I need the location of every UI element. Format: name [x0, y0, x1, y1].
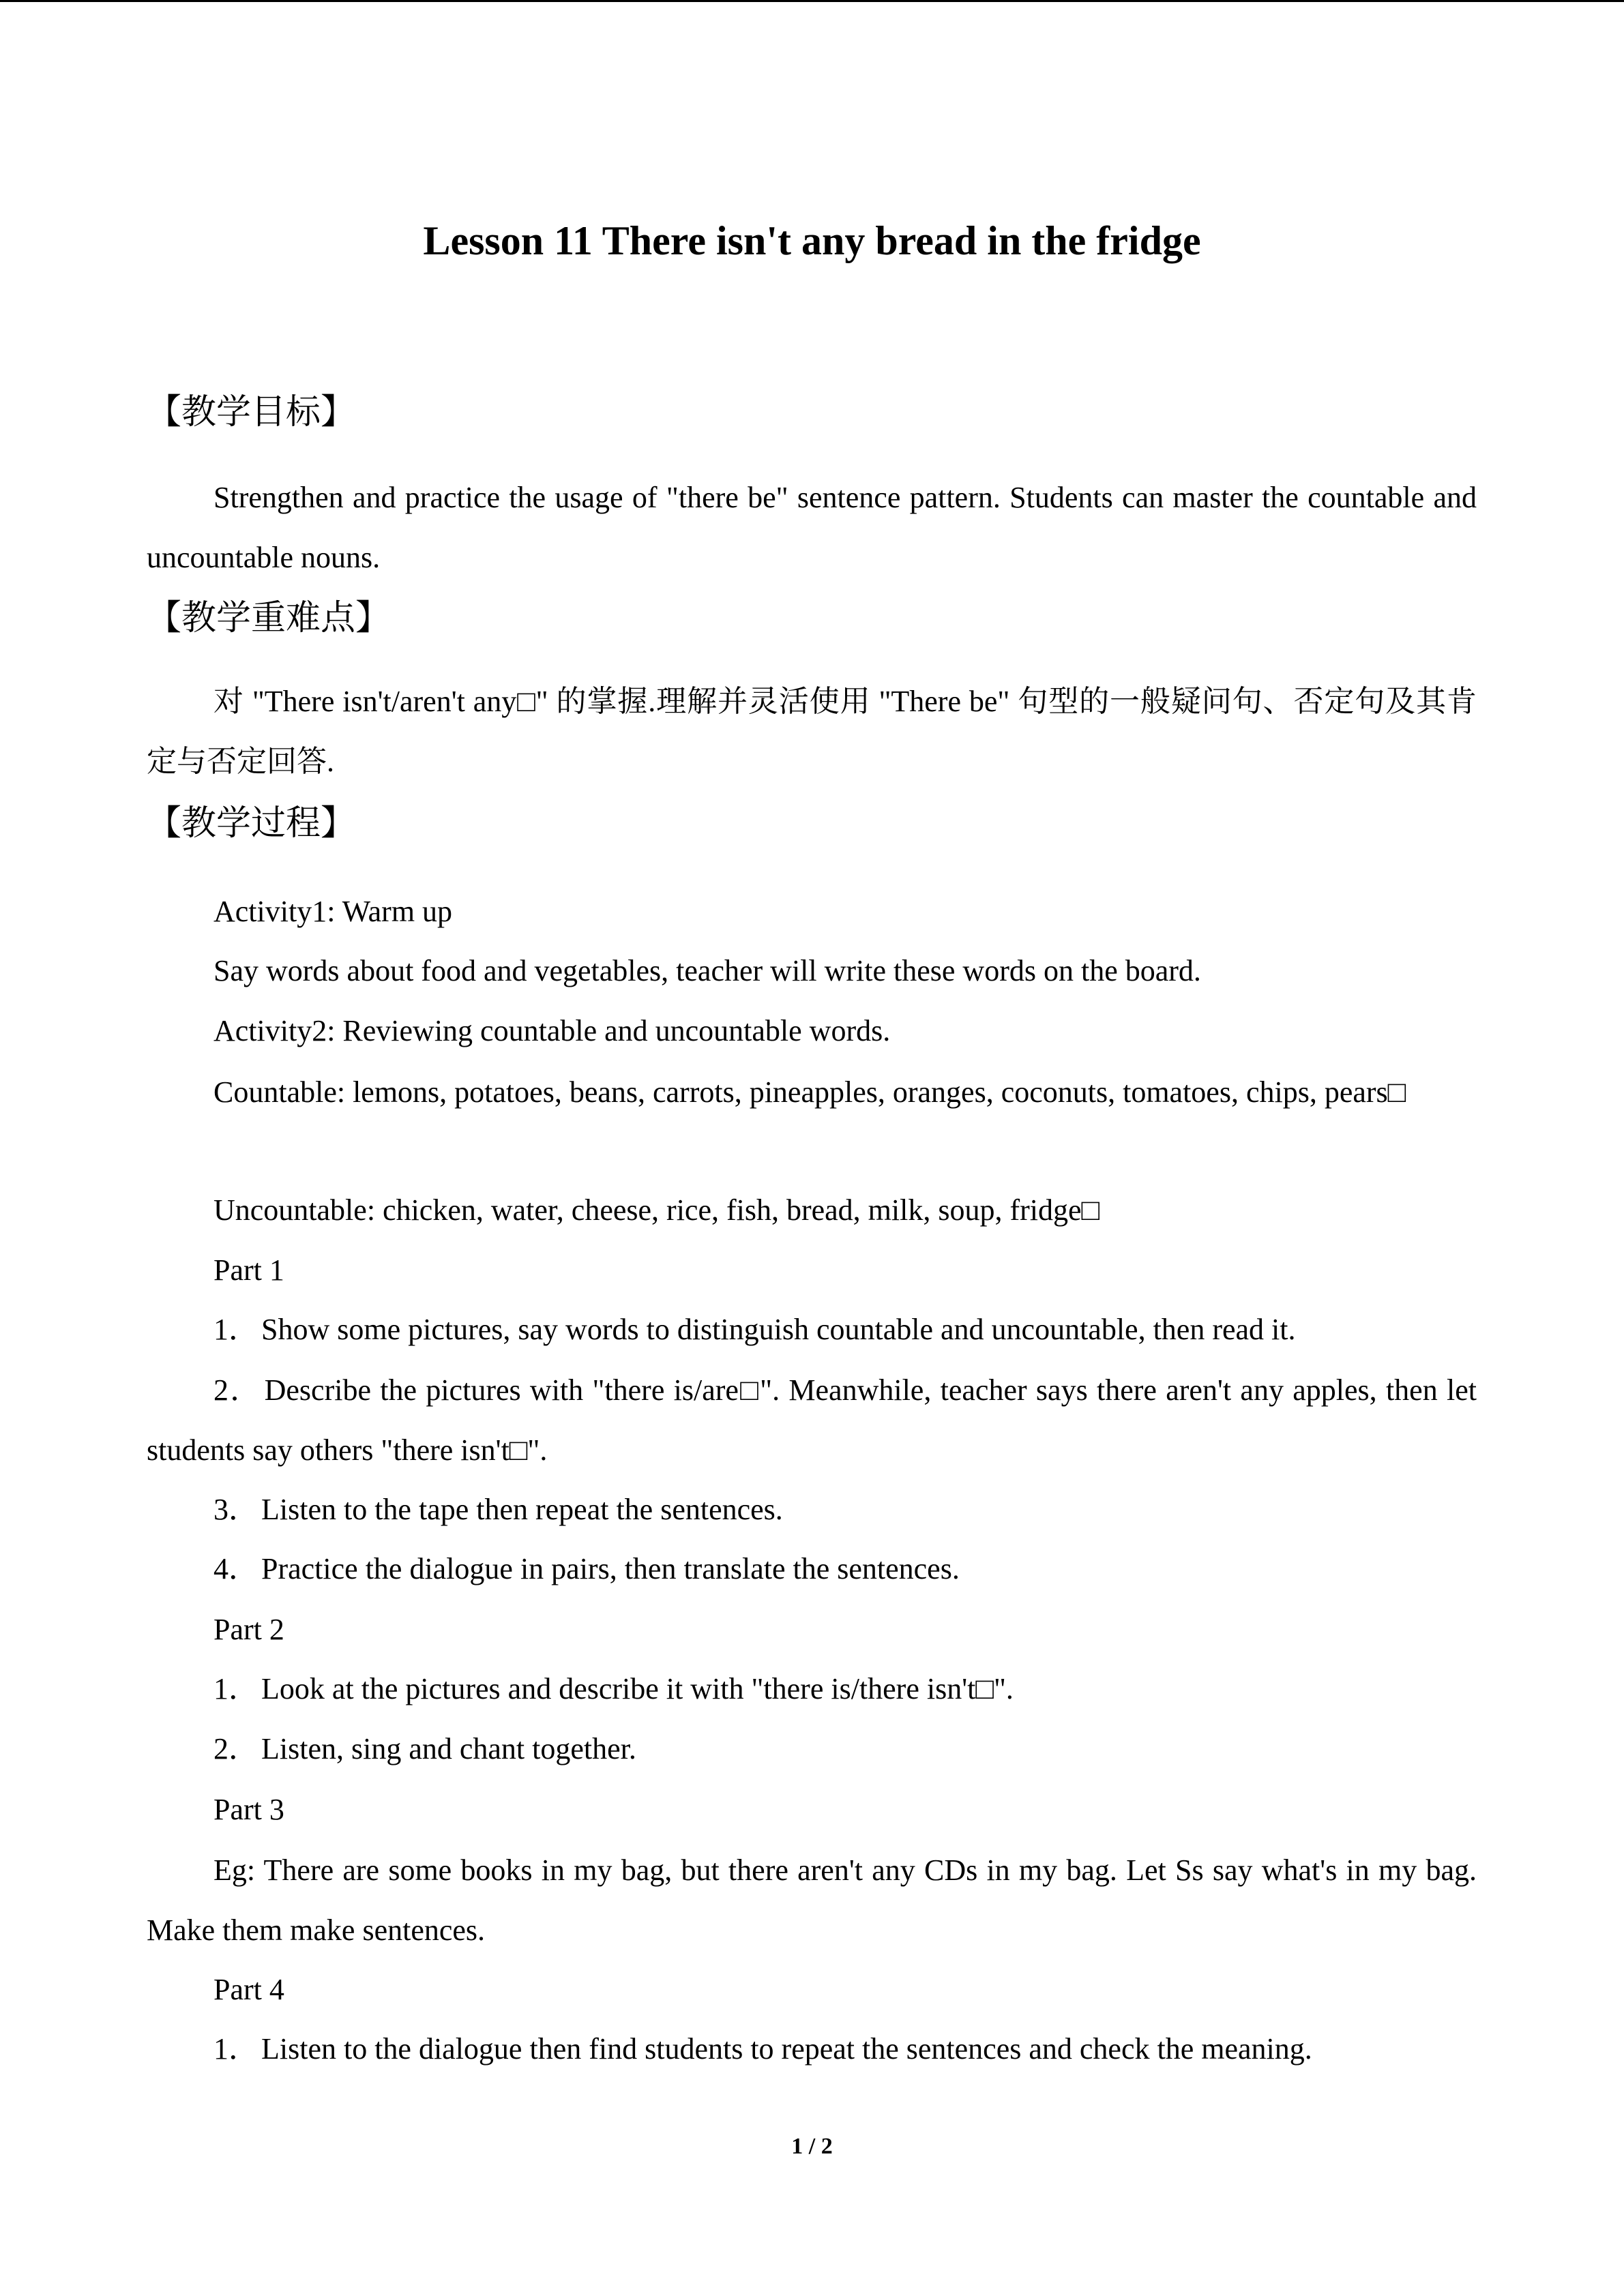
part1-label: Part 1 — [213, 1253, 284, 1287]
item-number: 2． — [213, 1373, 262, 1407]
heading-key-points: 【教学重难点】 — [147, 598, 391, 638]
document-title: Lesson 11 There isn't any bread in the fridge — [423, 218, 1201, 263]
part3-example: Eg: There are some books in my bag, but there aren't any CDs in my bag. Let Ss say what's in my bag. Make them make sentences. — [147, 1853, 1477, 1947]
item-text: Listen to the tape then repeat the sentences. — [261, 1493, 783, 1526]
item-text: Practice the dialogue in pairs, then translate the sentences. — [261, 1552, 960, 1585]
uncountable-list: Uncountable: chicken, water, cheese, rice, fish, bread, milk, soup, fridge□ — [213, 1193, 1100, 1227]
countable-list: Countable: lemons, potatoes, beans, carrots, pineapples, oranges, coconuts, tomatoes, chips, pears□ — [213, 1075, 1406, 1109]
part1-item-1 — [213, 1309, 1296, 1350]
page-number: 1 / 2 — [791, 2134, 833, 2159]
activity1-text: Say words about food and vegetables, teacher will write these words on the board. — [213, 954, 1201, 987]
key-points-paragraph: 对 "There isn't/aren't any□" 的掌握.理解并灵活使用 "There be" 句型的一般疑问句、否定句及其肯定与否定回答. — [147, 685, 1477, 778]
part2-label: Part 2 — [213, 1613, 284, 1646]
item-number: 1． — [213, 1313, 259, 1346]
part1-item-4 — [213, 1549, 960, 1590]
part4-label: Part 4 — [213, 1973, 284, 2006]
item-number: 1． — [213, 2032, 259, 2066]
heading-teaching-objectives: 【教学目标】 — [147, 392, 356, 432]
item-number: 4． — [213, 1552, 259, 1585]
objectives-paragraph: Strengthen and practice the usage of "there be" sentence pattern. Students can master the countable and uncountable nouns. — [147, 481, 1477, 574]
part4-item-1 — [213, 2029, 1312, 2070]
item-text: Listen, sing and chant together. — [261, 1732, 636, 1765]
item-number: 2． — [213, 1732, 259, 1765]
item-text: Show some pictures, say words to distinguish countable and uncountable, then read it. — [261, 1313, 1296, 1346]
top-rule — [0, 0, 1624, 2]
heading-teaching-process: 【教学过程】 — [147, 803, 356, 844]
activity1-title: Activity1: Warm up — [213, 895, 453, 928]
part2-item-1 — [213, 1669, 1014, 1710]
item-number: 3． — [213, 1493, 259, 1526]
part1-item-2 — [147, 1360, 1477, 1480]
item-text: Describe the pictures with "there is/are□". Meanwhile, teacher says there aren't any apples, then let students say others "there isn't□". — [147, 1373, 1477, 1467]
part1-item-3 — [213, 1489, 783, 1530]
part3-label: Part 3 — [213, 1793, 284, 1826]
item-text: Look at the pictures and describe it with "there is/there isn't□". — [261, 1672, 1014, 1705]
item-text: Listen to the dialogue then find students to repeat the sentences and check the meaning. — [261, 2032, 1312, 2066]
item-number: 1． — [213, 1672, 259, 1705]
activity2-title: Activity2: Reviewing countable and uncountable words. — [213, 1014, 891, 1047]
part2-item-2 — [213, 1729, 636, 1770]
